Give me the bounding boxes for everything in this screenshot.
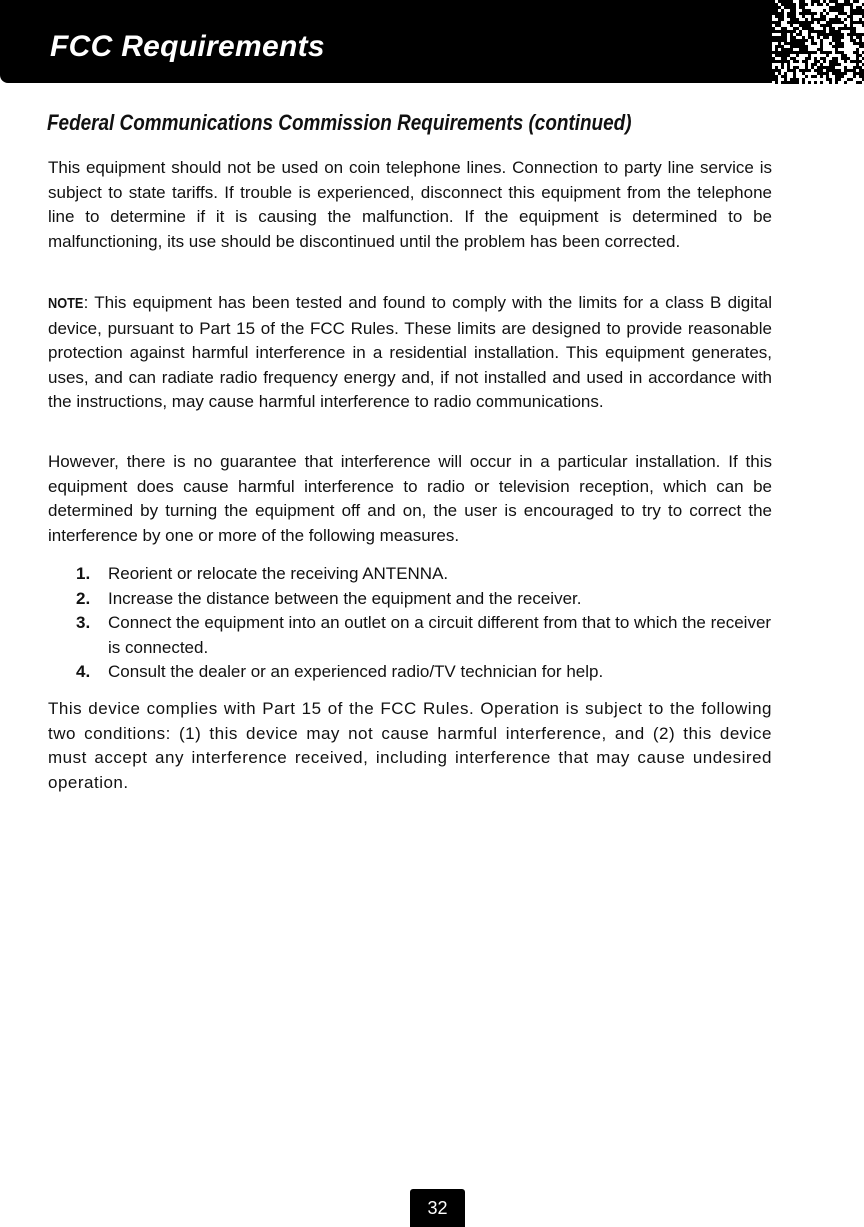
paragraph-note xyxy=(48,291,772,415)
paragraph-coin-lines: This equipment should not be used on coin telephone lines. Connection to party line service is subject to state tariffs. If trouble is experienced, disconnect this equipment from the telephone line to determine if it is causing the malfunction. If the equipment is determined to be malfunctioning, its use should be discontinued until the problem has been corrected. xyxy=(48,158,772,251)
step-number: 4. xyxy=(76,662,91,682)
step-text: Consult the dealer or an experienced radio/TV technician for help. xyxy=(108,662,604,682)
note-label: NOTE xyxy=(48,295,84,312)
list-item xyxy=(76,562,776,587)
step-text: Connect the equipment into an outlet on a circuit different from that to which the receiver is connected. xyxy=(108,613,772,657)
list-item xyxy=(76,660,776,685)
step-number: 3. xyxy=(76,613,91,633)
decorative-pattern xyxy=(772,0,864,84)
page-title: FCC Requirements xyxy=(50,30,325,63)
paragraph-compliance: This device complies with Part 15 of the FCC Rules. Operation is subject to the following two conditions: (1) this device may not cause harmful interference, and (2) this device must accept any interference received, including interference that may cause undesired operation. xyxy=(48,699,772,792)
paragraph-interference: However, there is no guarantee that interference will occur in a particular installation. If this equipment does cause harmful interference to radio or television reception, which can be determined by turning the equipment off and on, the user is encouraged to try to correct the interference by one or more of the following measures. xyxy=(48,452,772,545)
list-item xyxy=(76,611,776,660)
header-bar xyxy=(0,0,864,83)
section-heading: Federal Communications Commission Requirements (continued) xyxy=(47,110,632,135)
step-number: 2. xyxy=(76,588,91,608)
list-item xyxy=(76,587,776,612)
step-text: Reorient or relocate the receiving ANTENNA. xyxy=(108,564,449,583)
step-number: 1. xyxy=(76,564,91,583)
measures-list xyxy=(76,562,776,685)
step-text: Increase the distance between the equipment and the receiver. xyxy=(108,588,582,608)
page-number: 32 xyxy=(410,1189,465,1227)
note-text: : This equipment has been tested and found to comply with the limits for a class B digital device, pursuant to Part 15 of the FCC Rules. These limits are designed to provide reasonable protection against harmful interference in a residential installation. This equipment generates, uses, and can radiate radio frequency energy and, if not installed and used in accordance with the instructions, may cause harmful interference to radio communications. xyxy=(48,293,772,412)
